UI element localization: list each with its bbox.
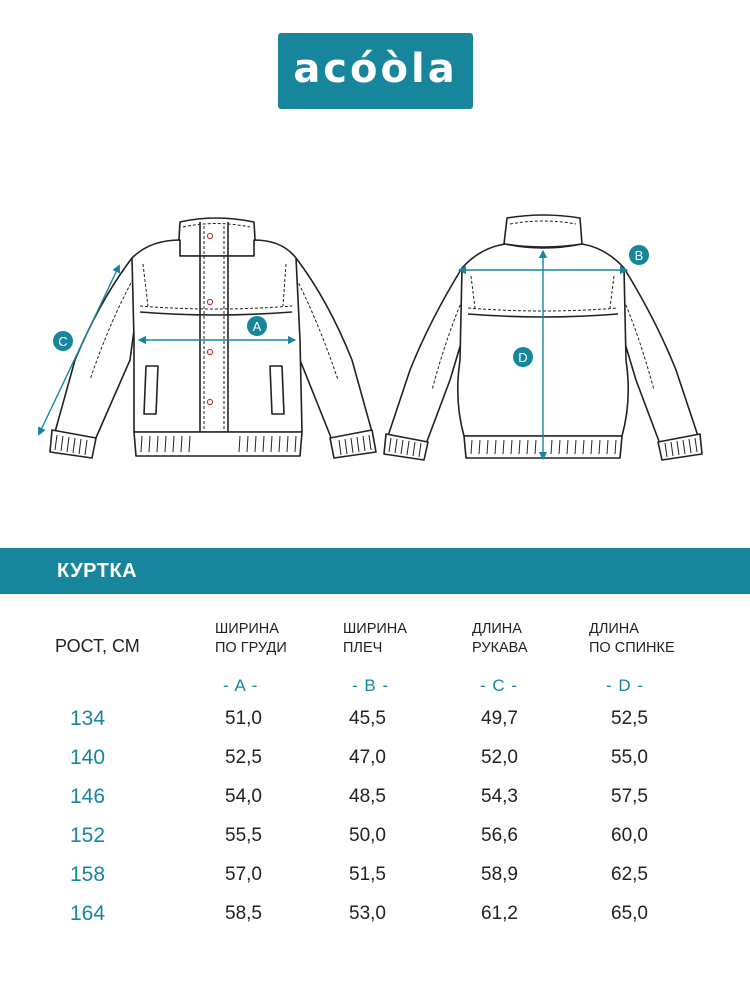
- measure-a-label: A: [252, 319, 262, 334]
- section-title: КУРТКА: [57, 560, 138, 582]
- cell-d: 57,5: [611, 786, 648, 807]
- table-row: [0, 743, 750, 773]
- jacket-diagram: [0, 195, 750, 485]
- cell-c: 58,9: [481, 864, 518, 885]
- cell-height: 140: [70, 746, 106, 769]
- column-header-c: [472, 620, 528, 658]
- measure-d-badge: [513, 347, 533, 367]
- column-header-a: [215, 620, 287, 658]
- cell-b: 45,5: [349, 708, 386, 729]
- measure-d-label: D: [518, 350, 528, 365]
- table-row: [0, 782, 750, 812]
- measure-b-badge: [629, 245, 649, 265]
- measure-a-badge: [247, 316, 267, 336]
- cell-d: 60,0: [611, 825, 648, 846]
- column-header-d: [589, 620, 675, 658]
- measure-b-label: B: [634, 248, 644, 263]
- cell-b: 48,5: [349, 786, 386, 807]
- brand-logo-text: acóòla: [293, 46, 458, 92]
- cell-d: 55,0: [611, 747, 648, 768]
- cell-height: 146: [70, 785, 106, 808]
- cell-d: 65,0: [611, 903, 648, 924]
- table-row: [0, 860, 750, 890]
- measure-c-label: C: [58, 334, 68, 349]
- cell-c: 61,2: [481, 903, 518, 924]
- cell-a: 52,5: [225, 747, 262, 768]
- cell-a: 54,0: [225, 786, 262, 807]
- column-header-d-line1: ДЛИНА: [589, 621, 639, 637]
- column-header-a-line1: ШИРИНА: [215, 621, 279, 637]
- column-header-c-line2: РУКАВА: [472, 640, 528, 656]
- brand-logo: [278, 33, 473, 109]
- cell-c: 52,0: [481, 747, 518, 768]
- cell-height: 134: [70, 707, 106, 730]
- cell-a: 55,5: [225, 825, 262, 846]
- jacket-front-view: [50, 218, 376, 458]
- column-header-d-line2: ПО СПИНКЕ: [589, 640, 675, 656]
- column-header-c-line1: ДЛИНА: [472, 621, 522, 637]
- cell-d: 52,5: [611, 708, 648, 729]
- cell-c: 49,7: [481, 708, 518, 729]
- cell-c: 54,3: [481, 786, 518, 807]
- column-header-b-line1: ШИРИНА: [343, 621, 407, 637]
- column-code-d: - D -: [606, 676, 645, 695]
- column-header-b-line2: ПЛЕЧ: [343, 640, 383, 656]
- row-header: РОСТ, СМ: [55, 636, 140, 656]
- cell-b: 47,0: [349, 747, 386, 768]
- column-header-a-line2: ПО ГРУДИ: [215, 640, 287, 656]
- table-row: [0, 704, 750, 734]
- column-code-b: - B -: [352, 676, 390, 695]
- cell-height: 158: [70, 863, 106, 886]
- column-code-a: - A -: [223, 676, 259, 695]
- cell-a: 51,0: [225, 708, 262, 729]
- cell-b: 53,0: [349, 903, 386, 924]
- cell-d: 62,5: [611, 864, 648, 885]
- table-row: [0, 899, 750, 929]
- cell-height: 164: [70, 902, 106, 925]
- cell-height: 152: [70, 824, 106, 847]
- measure-c-badge: [53, 331, 73, 351]
- cell-a: 57,0: [225, 864, 262, 885]
- cell-c: 56,6: [481, 825, 518, 846]
- cell-b: 51,5: [349, 864, 386, 885]
- cell-a: 58,5: [225, 903, 262, 924]
- cell-b: 50,0: [349, 825, 386, 846]
- column-code-c: - C -: [480, 676, 519, 695]
- table-row: [0, 821, 750, 851]
- column-header-b: [343, 620, 407, 658]
- section-band: [0, 548, 750, 594]
